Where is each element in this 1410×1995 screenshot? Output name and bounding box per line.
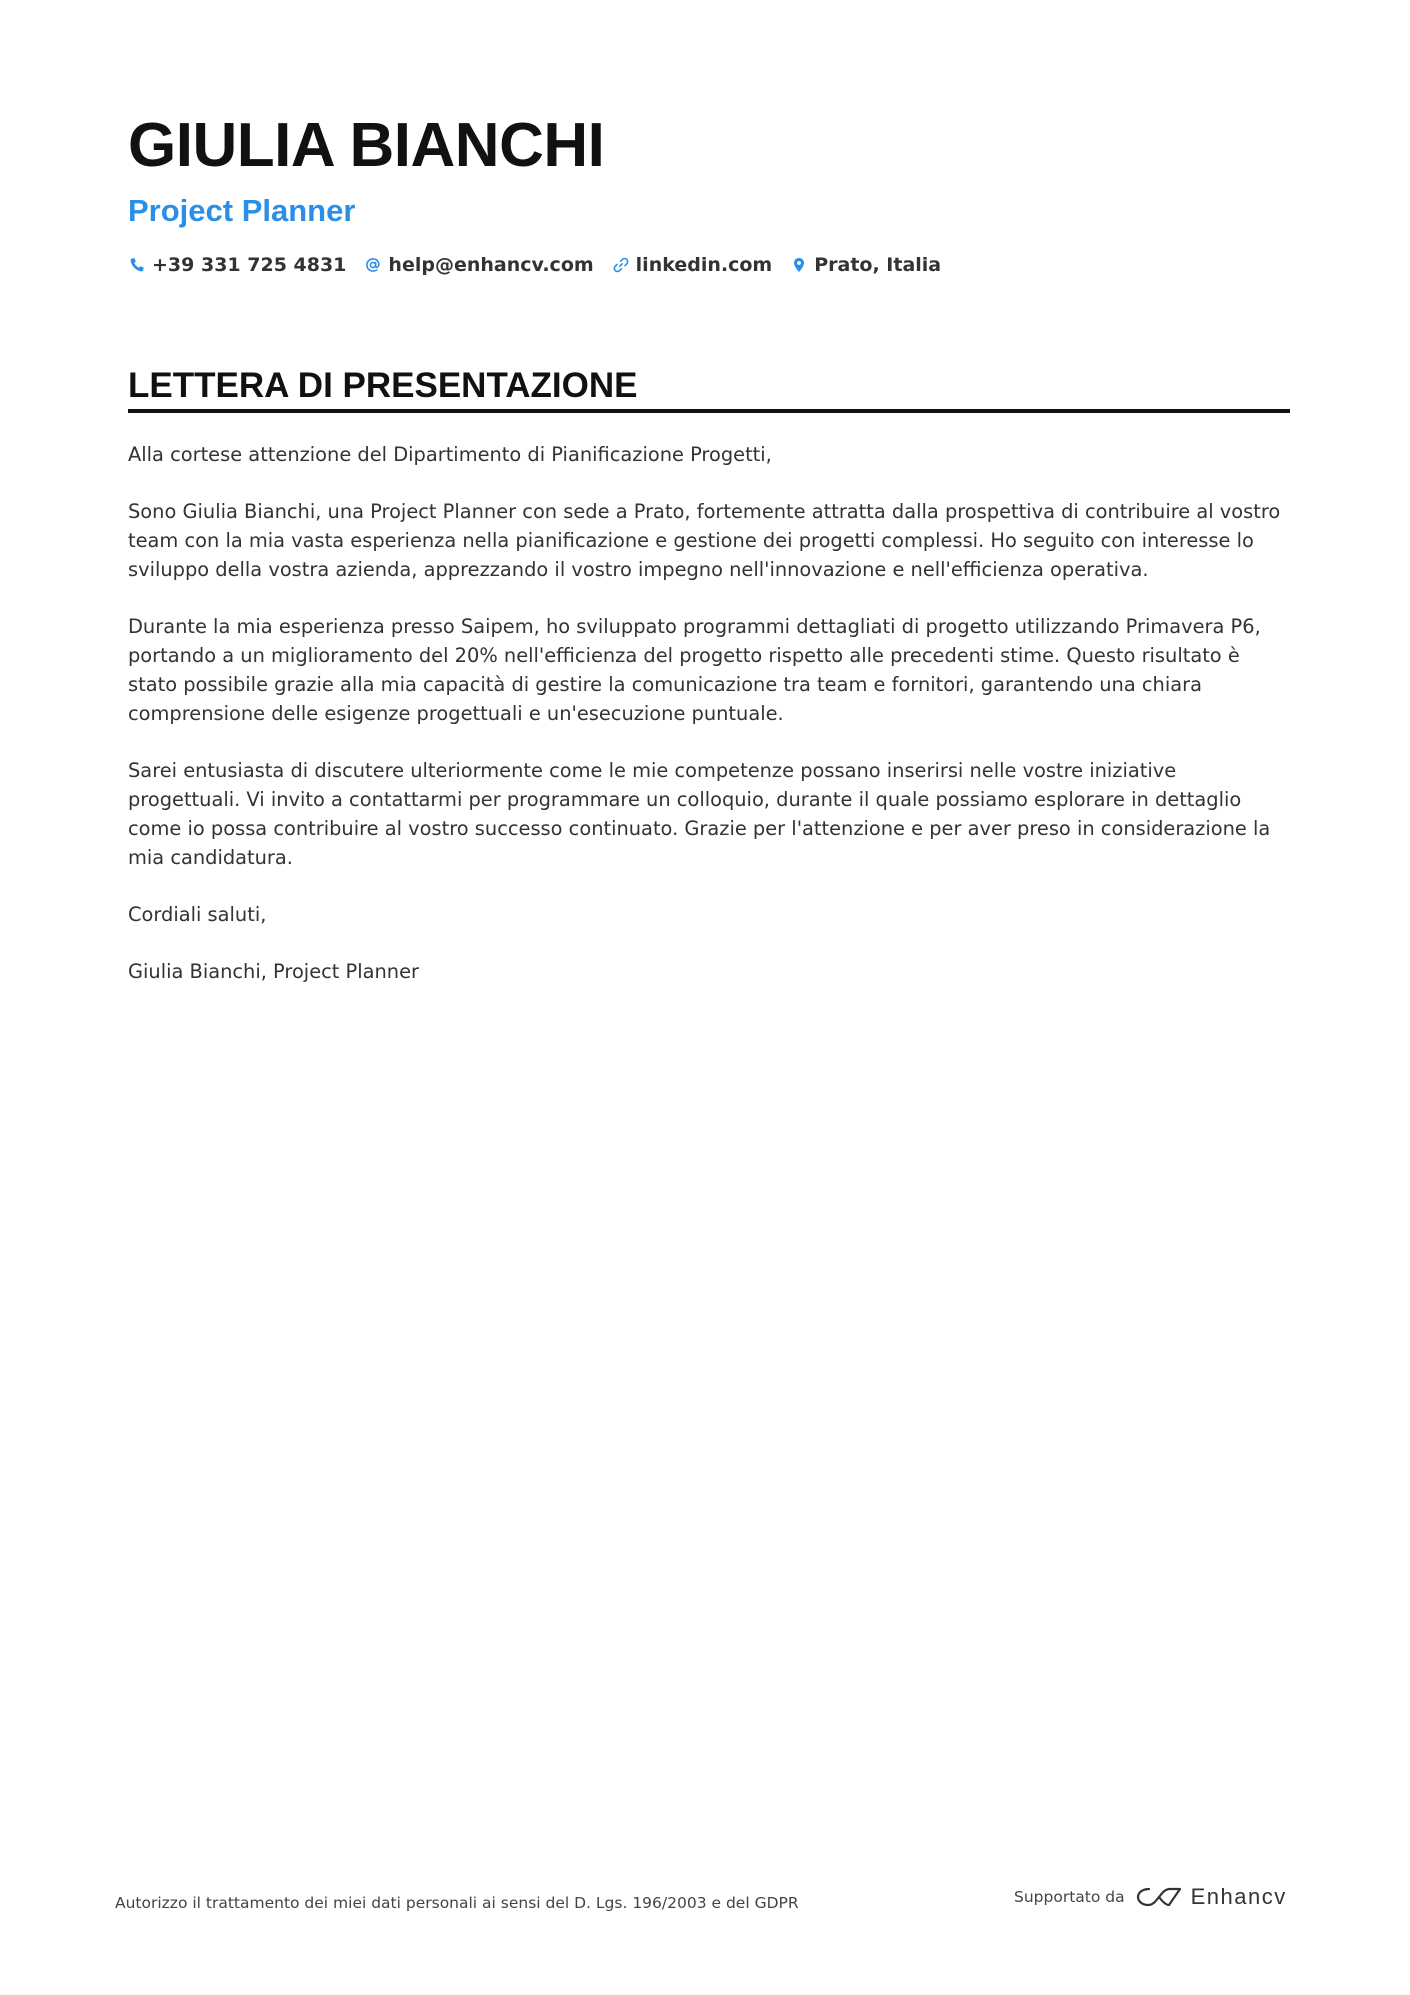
- privacy-note: Autorizzo il trattamento dei miei dati personali ai sensi del D. Lgs. 196/2003 e del GDPR: [115, 1894, 799, 1912]
- contact-linkedin-text: linkedin.com: [635, 254, 773, 276]
- candidate-role: Project Planner: [128, 193, 356, 228]
- contact-email-text: help@enhancv.com: [388, 254, 594, 276]
- letter-closing: Cordiali saluti,: [128, 903, 267, 926]
- letter-paragraph: Durante la mia esperienza presso Saipem, ho sviluppato programmi dettagliati di progetto utilizzando Primavera P6, portando a un miglioramento del 20% nell'efficienza del progetto rispetto alle precedenti stime. Questo risultato è stato possibile grazie alla mia capacità di gestire la comunicazione tra team e fornitori, garantendo una chiara comprensione delle esigenze progettuali e un'esecuzione puntuale.: [128, 615, 1261, 725]
- powered-by-label: Supportato da: [1014, 1888, 1125, 1906]
- at-icon: [364, 256, 382, 274]
- contact-linkedin[interactable]: [612, 254, 773, 276]
- powered-by[interactable]: [1014, 1884, 1287, 1910]
- enhancv-logo[interactable]: [1135, 1884, 1287, 1910]
- candidate-name: GIULIA BIANCHI: [128, 111, 605, 180]
- phone-icon: [128, 256, 146, 274]
- section-divider: [128, 409, 1290, 413]
- brand-name: Enhancv: [1190, 1884, 1287, 1909]
- letter-paragraph: Sono Giulia Bianchi, una Project Planner con sede a Prato, fortemente attratta dalla prospettiva di contribuire al vostro team con la mia vasta esperienza nella pianificazione e gestione dei progetti complessi. Ho seguito con interesse lo sviluppo della vostra azienda, apprezzando il vostro impegno nell'innovazione e nell'efficienza operativa.: [128, 500, 1281, 581]
- letter-signature: Giulia Bianchi, Project Planner: [128, 960, 420, 983]
- contact-location-text: Prato, Italia: [814, 254, 942, 276]
- contact-location: [790, 254, 941, 276]
- link-icon: [612, 256, 630, 274]
- letter-paragraph: Sarei entusiasta di discutere ulteriormente come le mie competenze possano inserirsi nelle vostre iniziative progettuali. Vi invito a contattarmi per programmare un colloquio, durante il quale possiamo esplorare in dettaglio come io possa contribuire al vostro successo continuato. Grazie per l'attenzione e per aver preso in considerazione la mia candidatura.: [128, 759, 1271, 869]
- contact-email[interactable]: [364, 254, 593, 276]
- contact-bar: [128, 254, 941, 276]
- location-pin-icon: [790, 256, 808, 274]
- enhancv-infinity-icon: [1135, 1884, 1183, 1910]
- contact-phone-text: +39 331 725 4831: [152, 254, 347, 276]
- section-title: LETTERA DI PRESENTAZIONE: [128, 366, 638, 405]
- letter-body: [128, 440, 1290, 1014]
- letter-salutation: Alla cortese attenzione del Dipartimento di Pianificazione Progetti,: [128, 443, 772, 466]
- contact-phone: [128, 254, 346, 276]
